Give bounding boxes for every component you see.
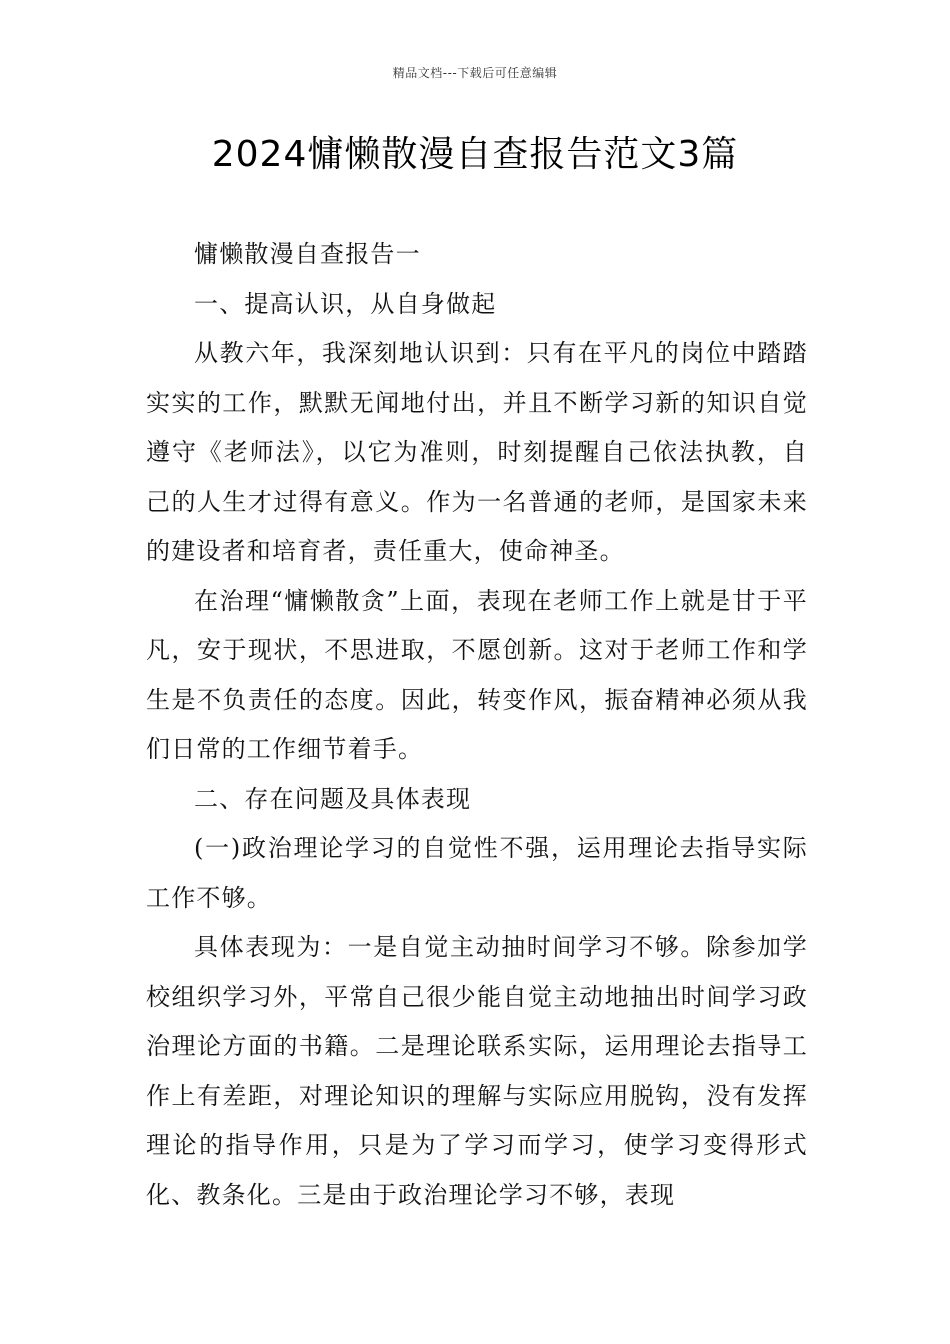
section-heading-problems: 二、存在问题及具体表现	[194, 784, 472, 813]
header-note: 精品文档---下载后可任意编辑	[392, 66, 558, 80]
section-heading-report-one: 慵懒散漫自查报告一	[194, 240, 421, 268]
section-heading-raise-awareness: 一、提高认识，从自身做起	[194, 289, 497, 318]
paragraph-teaching-experience: 从教六年，我深刻地认识到：只有在平凡的岗位中踏踏实实的工作，默默无闻地付出，并且不断学习新的知识自觉遵守《老师法》，以它为准则，时刻提醒自己依法执教，自己的人生才过得有意义。作为一名普通的老师，是国家未来的建设者和培育者，责任重大，使命神圣。	[146, 339, 808, 565]
document-body	[146, 230, 808, 1220]
document-title: 2024慵懒散漫自查报告范文3篇	[211, 134, 739, 175]
paragraph-governance: 在治理“慵懒散贪”上面，表现在老师工作上就是甘于平凡，安于现状，不思进取，不愿创新。这对于老师工作和学生是不负责任的态度。因此，转变作风，振奋精神必须从我们日常的工作细节着手。	[146, 586, 808, 763]
subsection-heading-theory-study: (一)政治理论学习的自觉性不强，运用理论去指导实际工作不够。	[146, 834, 808, 912]
paragraph-specific-manifestations: 具体表现为：一是自觉主动抽时间学习不够。除参加学校组织学习外，平常自己很少能自觉主动地抽出时间学习政治理论方面的书籍。二是理论联系实际，运用理论去指导工作上有差距，对理论知识的理解与实际应用脱钩，没有发挥理论的指导作用，只是为了学习而学习，使学习变得形式化、教条化。三是由于政治理论学习不够，表现	[146, 933, 808, 1209]
